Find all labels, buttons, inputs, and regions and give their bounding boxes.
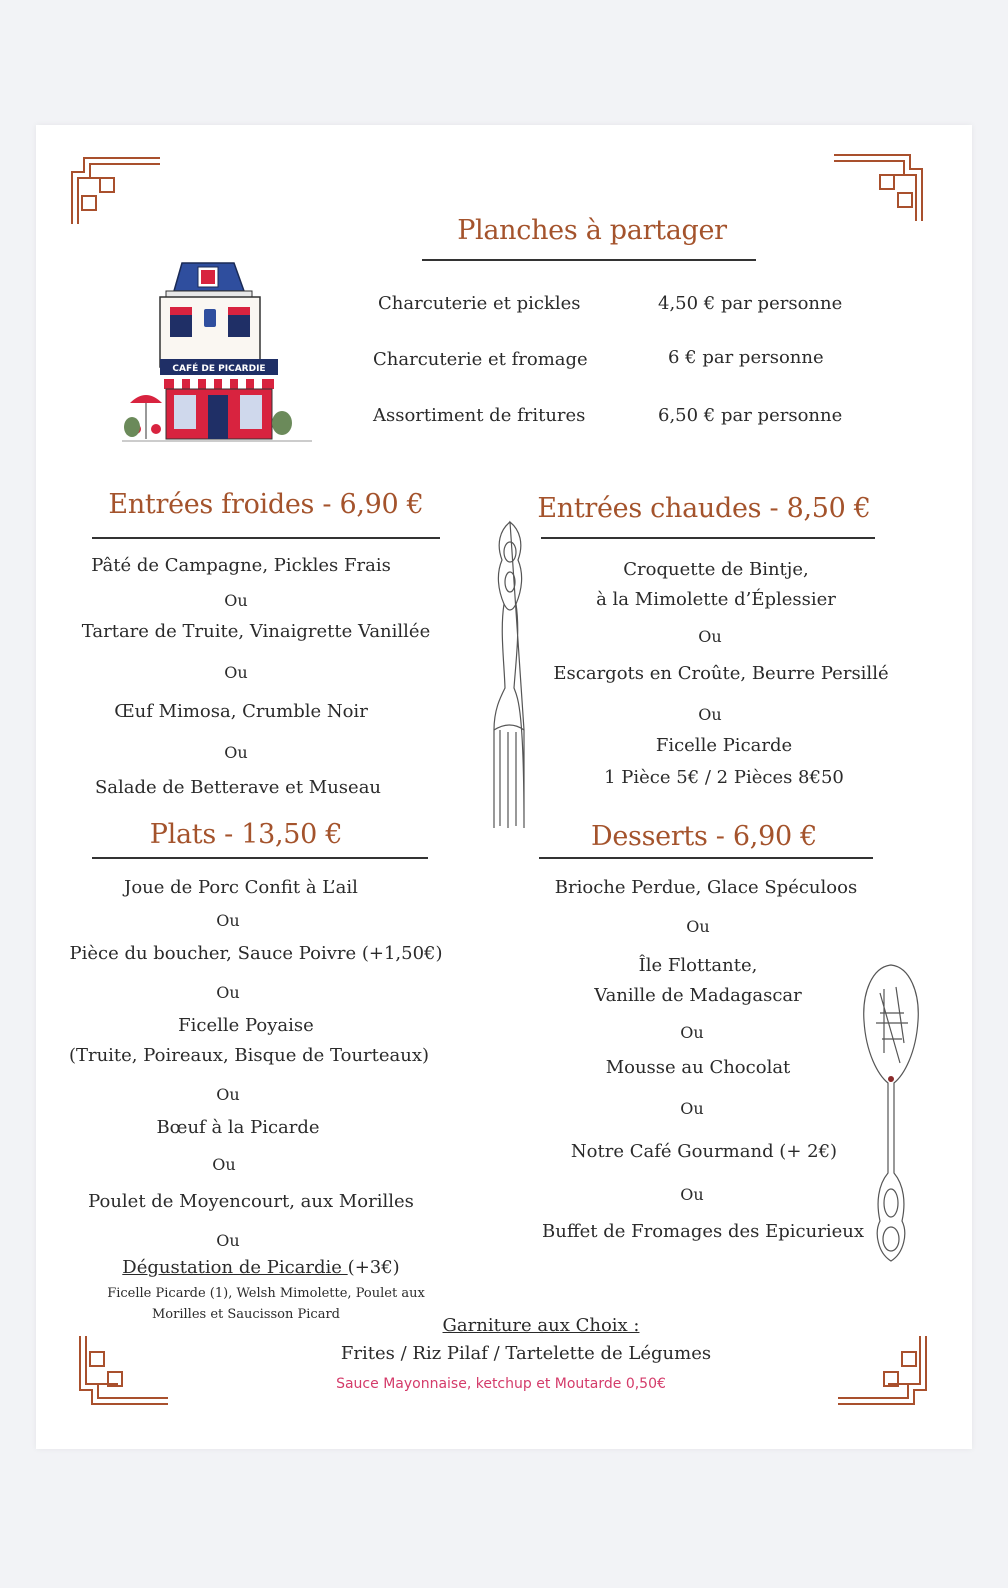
entrees-chaudes-underline [541,537,875,539]
ou-separator: Ou [698,705,722,724]
ou-separator: Ou [224,743,248,762]
dessert-3: Mousse au Chocolat [605,1057,791,1078]
desserts-underline [539,857,873,859]
entree-froide-2: Tartare de Truite, Vinaigrette Vanillée [81,621,431,642]
ou-separator: Ou [698,627,722,646]
plat-1: Joue de Porc Confit à L’ail [124,877,358,898]
degustation-detail-1: Ficelle Picarde (1), Welsh Mimolette, Poulet aux [107,1286,425,1301]
ou-separator: Ou [686,917,710,936]
sauce-supplement: Sauce Mayonnaise, ketchup et Moutarde 0,50€ [336,1376,666,1392]
ou-separator: Ou [216,911,240,930]
planche-1-name: Charcuterie et pickles [378,293,581,314]
ou-separator: Ou [216,1085,240,1104]
ou-separator: Ou [680,1099,704,1118]
plats-title: Plats - 13,50 € [149,819,343,850]
planche-3-name: Assortiment de fritures [373,405,586,426]
cafe-illustration [122,261,312,451]
corner-ornament-bottom-left [78,1334,170,1406]
entrees-chaudes-title: Entrées chaudes - 8,50 € [537,493,871,524]
degustation-extra: (+3€) [347,1257,400,1278]
cafe-sign: CAFÉ DE PICARDIE [172,364,266,374]
dessert-2-line-1: Île Flottante, [638,955,758,976]
planche-1-price: 4,50 € par personne [658,293,843,314]
ou-separator: Ou [216,1231,240,1250]
planches-title: Planches à partager [457,215,727,246]
planches-title-underline [422,259,756,261]
plat-3-line-1: Ficelle Poyaise [178,1015,314,1036]
dessert-1: Brioche Perdue, Glace Spéculoos [554,877,858,898]
plat-2: Pièce du boucher, Sauce Poivre (+1,50€) [69,943,443,964]
plat-4: Bœuf à la Picarde [156,1117,320,1138]
plat-5: Poulet de Moyencourt, aux Morilles [88,1191,414,1212]
spoon-illustration [860,963,922,1263]
entree-froide-4: Salade de Betterave et Museau [94,777,382,798]
entree-chaude-1-line-2: à la Mimolette d’Éplessier [596,589,836,610]
garniture-title: Garniture aux Choix : [442,1315,640,1336]
dessert-2-line-2: Vanille de Madagascar [594,985,802,1006]
planche-2-name: Charcuterie et fromage [373,349,588,370]
menu-page [36,125,972,1449]
corner-ornament-top-right [832,153,924,223]
dessert-4: Notre Café Gourmand (+ 2€) [570,1141,838,1162]
desserts-title: Desserts - 6,90 € [591,821,817,852]
entree-froide-3: Œuf Mimosa, Crumble Noir [114,701,368,722]
degustation-label: Dégustation de Picardie [122,1257,348,1278]
ou-separator: Ou [212,1155,236,1174]
corner-ornament-bottom-right [836,1334,928,1406]
garniture-options: Frites / Riz Pilaf / Tartelette de Légumes [340,1343,712,1364]
corner-ornament-top-left [70,156,162,226]
entree-chaude-1-line-1: Croquette de Bintje, [623,559,809,580]
ou-separator: Ou [680,1185,704,1204]
planche-3-price: 6,50 € par personne [658,405,843,426]
degustation-detail-2: Morilles et Saucisson Picard [152,1307,340,1322]
dessert-5: Buffet de Fromages des Epicurieux [542,1221,864,1242]
ou-separator: Ou [224,591,248,610]
entree-chaude-3-line-2: 1 Pièce 5€ / 2 Pièces 8€50 [604,767,844,788]
entree-froide-1: Pâté de Campagne, Pickles Frais [91,555,391,576]
plats-underline [92,857,428,859]
entrees-froides-underline [92,537,440,539]
plat-3-line-2: (Truite, Poireaux, Bisque de Tourteaux) [68,1045,430,1066]
ou-separator: Ou [680,1023,704,1042]
ou-separator: Ou [216,983,240,1002]
ou-separator: Ou [224,663,248,682]
entree-chaude-3-line-1: Ficelle Picarde [655,735,793,756]
planche-2-price: 6 € par personne [668,347,824,368]
fork-illustration [486,520,534,832]
degustation-line [76,1257,446,1278]
entrees-froides-title: Entrées froides - 6,90 € [108,489,424,520]
entree-chaude-2: Escargots en Croûte, Beurre Persillé [553,663,889,684]
